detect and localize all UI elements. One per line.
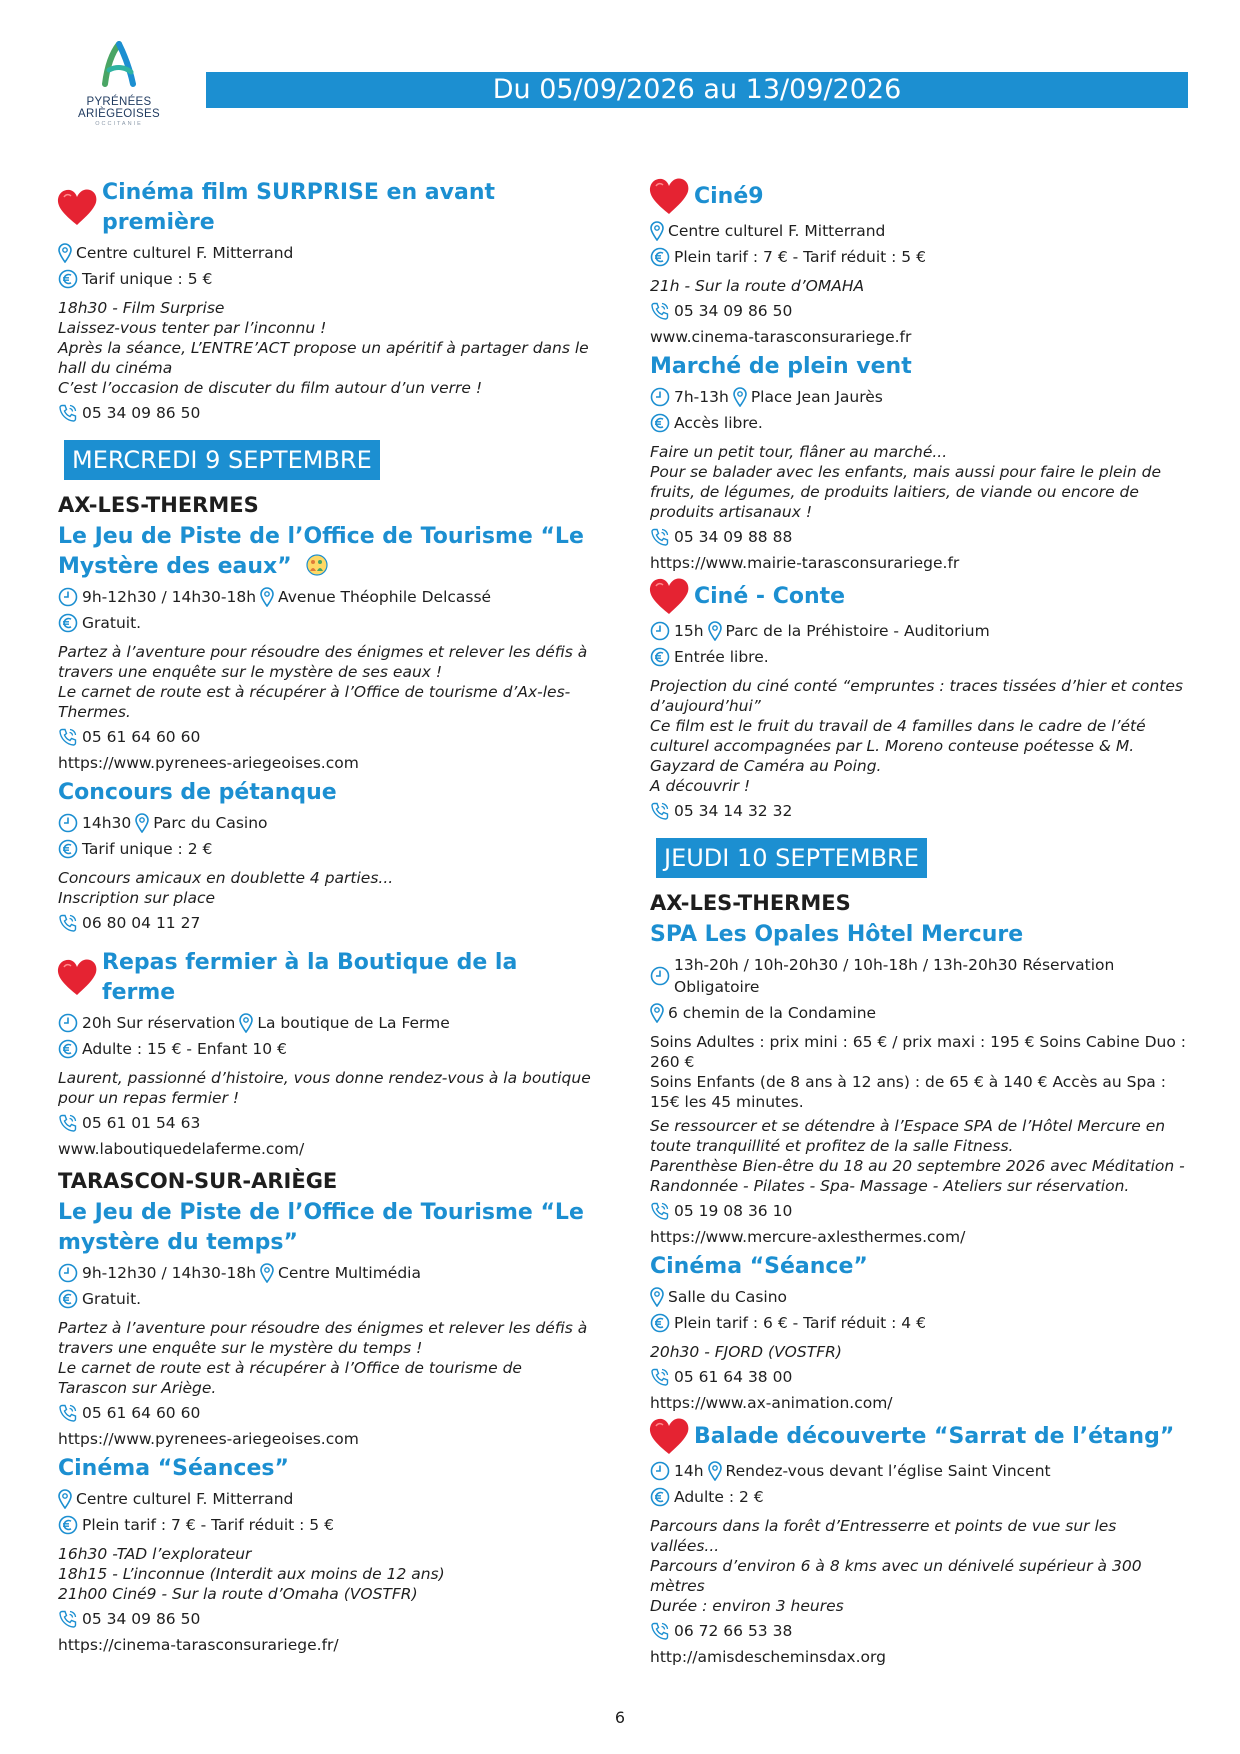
euro-icon xyxy=(650,413,670,433)
event-website[interactable]: www.cinema-tarasconsurariege.fr xyxy=(650,328,912,346)
euro-icon xyxy=(650,247,670,267)
event-time: 13h-20h / 10h-20h30 / 10h-18h / 13h-20h30 Réservation Obligatoire xyxy=(674,956,1115,996)
event-price: Tarif unique : 5 € xyxy=(82,270,213,288)
event-cinema-surprise xyxy=(58,178,594,424)
event-description xyxy=(58,1068,594,1108)
event-website[interactable]: https://www.ax-animation.com/ xyxy=(650,1394,893,1412)
event-time: 9h-12h30 / 14h30-18h xyxy=(82,588,257,606)
event-description xyxy=(650,442,1190,522)
event-place: Parc de la Préhistoire - Auditorium xyxy=(725,622,990,640)
event-title: Cinéma “Séance” xyxy=(650,1254,868,1279)
event-phone[interactable]: 05 34 14 32 32 xyxy=(674,802,793,820)
euro-icon xyxy=(58,1289,78,1309)
clock-icon xyxy=(650,387,670,407)
desc-line: 21h - Sur la route d’OMAHA xyxy=(650,277,865,295)
location-pin-icon xyxy=(733,387,747,407)
heart-icon xyxy=(56,189,98,227)
town-heading: AX-LES-THERMES xyxy=(58,493,259,517)
event-description xyxy=(58,298,594,398)
event-title: Cinéma “Séances” xyxy=(58,1456,289,1481)
desc-line: Inscription sur place xyxy=(58,889,216,907)
event-price: Gratuit. xyxy=(82,1290,142,1308)
desc-line: Projection du ciné conté “empruntes : traces tissées d’hier et contes d’aujourd’hui” xyxy=(650,677,1183,715)
phone-icon xyxy=(58,1609,78,1629)
euro-icon xyxy=(650,1313,670,1333)
phone-icon xyxy=(650,801,670,821)
event-time: 15h xyxy=(674,622,704,640)
event-description xyxy=(58,868,594,908)
event-place: Centre Multimédia xyxy=(278,1264,421,1282)
phone-icon xyxy=(650,301,670,321)
event-petanque xyxy=(58,778,594,934)
heart-icon xyxy=(648,178,690,216)
event-place: 6 chemin de la Condamine xyxy=(668,1004,877,1022)
phone-icon xyxy=(650,1621,670,1641)
event-title: Balade découverte “Sarrat de l’étang” xyxy=(694,1424,1175,1449)
event-description xyxy=(650,1342,1190,1362)
clock-icon xyxy=(650,1461,670,1481)
event-title: Ciné - Conte xyxy=(694,584,846,609)
phone-icon xyxy=(650,1201,670,1221)
event-price: Plein tarif : 7 € - Tarif réduit : 5 € xyxy=(82,1516,334,1534)
logo-line-3: OCCITANIE xyxy=(95,121,143,127)
heart-icon xyxy=(648,1418,690,1456)
logo-line-1: PYRÉNÉES xyxy=(86,96,152,108)
clock-icon xyxy=(58,813,78,833)
desc-line: 21h00 Ciné9 - Sur la route d’Omaha (VOSTFR) xyxy=(58,1585,418,1603)
event-cine9 xyxy=(650,178,1190,348)
desc-line: Durée : environ 3 heures xyxy=(650,1597,844,1615)
event-website[interactable]: https://www.pyrenees-ariegeoises.com xyxy=(58,1430,359,1448)
event-phone[interactable]: 05 61 64 38 00 xyxy=(674,1368,793,1386)
event-description xyxy=(650,1116,1190,1196)
event-description xyxy=(650,1516,1190,1616)
location-pin-icon xyxy=(58,1489,72,1509)
event-balade-sarrat xyxy=(650,1418,1190,1668)
phone-icon xyxy=(58,1113,78,1133)
euro-icon xyxy=(58,1515,78,1535)
event-title: Cinéma film SURPRISE en avant première xyxy=(102,180,496,235)
event-spa-opales xyxy=(650,920,1190,1248)
event-place: Rendez-vous devant l’église Saint Vincent xyxy=(725,1462,1051,1480)
event-phone[interactable]: 05 61 64 60 60 xyxy=(82,728,201,746)
clock-icon xyxy=(650,621,670,641)
event-phone[interactable]: 05 34 09 86 50 xyxy=(82,1610,201,1628)
desc-line: 18h15 - L’inconnue (Interdit aux moins de 12 ans) xyxy=(58,1565,445,1583)
heart-icon xyxy=(56,959,98,997)
euro-icon xyxy=(650,647,670,667)
location-pin-icon xyxy=(708,621,722,641)
price-line: Soins Adultes : prix mini : 65 € / prix maxi : 195 € Soins Cabine Duo : 260 € xyxy=(650,1033,1187,1071)
event-website[interactable]: https://www.pyrenees-ariegeoises.com xyxy=(58,754,359,772)
event-website[interactable]: www.laboutiquedelaferme.com/ xyxy=(58,1140,305,1158)
event-time: 14h xyxy=(674,1462,704,1480)
event-title: Le Jeu de Piste de l’Office de Tourisme “Le mystère du temps” xyxy=(58,1200,584,1255)
event-time: 9h-12h30 / 14h30-18h xyxy=(82,1264,257,1282)
event-place: Centre culturel F. Mitterrand xyxy=(76,244,294,262)
phone-icon xyxy=(650,527,670,547)
event-phone[interactable]: 06 72 66 53 38 xyxy=(674,1622,793,1640)
logo-line-2: ARIÈGEOISES xyxy=(78,108,160,120)
event-title: Ciné9 xyxy=(694,184,764,209)
event-description xyxy=(650,676,1190,796)
event-title: SPA Les Opales Hôtel Mercure xyxy=(650,922,1024,947)
phone-icon xyxy=(650,1367,670,1387)
town-heading: TARASCON-SUR-ARIÈGE xyxy=(58,1169,338,1193)
desc-line: Parcours d’environ 6 à 8 kms avec un dénivelé supérieur à 300 mètres xyxy=(650,1557,1142,1595)
euro-icon xyxy=(58,269,78,289)
location-pin-icon xyxy=(650,221,664,241)
desc-line: Après la séance, L’ENTRE’ACT propose un apéritif à partager dans le hall du cinéma xyxy=(58,339,589,377)
event-price: Plein tarif : 7 € - Tarif réduit : 5 € xyxy=(674,248,926,266)
phone-icon xyxy=(58,727,78,747)
desc-line: 18h30 - Film Surprise xyxy=(58,299,225,317)
event-website[interactable]: https://www.mercure-axlesthermes.com/ xyxy=(650,1228,966,1246)
event-time: 20h Sur réservation xyxy=(82,1014,236,1032)
event-cinema-seances xyxy=(58,1454,594,1656)
event-price: Tarif unique : 2 € xyxy=(82,840,213,858)
event-description xyxy=(58,1544,594,1604)
desc-line: Faire un petit tour, flâner au marché... xyxy=(650,443,948,461)
event-title: Le Jeu de Piste de l’Office de Tourisme “Le Mystère des eaux” xyxy=(58,524,584,579)
page-number: 6 xyxy=(614,1708,626,1727)
event-title: Marché de plein vent xyxy=(650,354,912,379)
desc-line: Laurent, passionné d’histoire, vous donne rendez-vous à la boutique pour un repas fermier ! xyxy=(58,1069,591,1107)
desc-line: Pour se balader avec les enfants, mais aussi pour faire le plein de fruits, de légumes, de produits laitiers, de viande ou encore de produits artisanaux ! xyxy=(650,463,1161,521)
event-price: Entrée libre. xyxy=(674,648,769,666)
desc-line: 16h30 -TAD l’explorateur xyxy=(58,1545,252,1563)
phone-icon xyxy=(58,913,78,933)
event-description xyxy=(58,1318,594,1398)
location-pin-icon xyxy=(260,587,274,607)
event-place: Place Jean Jaurès xyxy=(750,388,883,406)
euro-icon xyxy=(58,613,78,633)
desc-line: C’est l’occasion de discuter du film autour d’un verre ! xyxy=(58,379,483,397)
event-phone[interactable]: 05 34 09 88 88 xyxy=(674,528,793,546)
event-marche xyxy=(650,352,1190,574)
desc-line: Le carnet de route est à récupérer à l’Office de tourisme d’Ax-les-Thermes. xyxy=(58,683,571,721)
event-title: Concours de pétanque xyxy=(58,780,337,805)
event-place: Centre culturel F. Mitterrand xyxy=(668,222,886,240)
event-cine-conte xyxy=(650,578,1190,822)
desc-line: Parenthèse Bien-être du 18 au 20 septembre 2026 avec Méditation - Randonnée - Pilates - Spa- Massage - Ateliers sur réservation. xyxy=(650,1157,1185,1195)
event-price: Adulte : 15 € - Enfant 10 € xyxy=(82,1040,287,1058)
event-phone[interactable]: 05 34 09 86 50 xyxy=(82,404,201,422)
event-prices xyxy=(650,1032,1190,1112)
event-description xyxy=(58,642,594,722)
event-website[interactable]: https://www.mairie-tarasconsurariege.fr xyxy=(650,554,960,572)
town-heading: AX-LES-THERMES xyxy=(650,891,851,915)
event-jeu-de-piste-temps xyxy=(58,1198,594,1450)
phone-icon xyxy=(58,1403,78,1423)
event-place: Centre culturel F. Mitterrand xyxy=(76,1490,294,1508)
location-pin-icon xyxy=(260,1263,274,1283)
logo-mark-icon xyxy=(97,40,141,92)
location-pin-icon xyxy=(58,243,72,263)
desc-line: Partez à l’aventure pour résoudre des énigmes et relever les défis à travers une enquête sur le mystère de ses eaux ! xyxy=(58,643,588,681)
event-phone[interactable]: 05 19 08 36 10 xyxy=(674,1202,793,1220)
event-jeu-de-piste-eaux xyxy=(58,522,594,774)
location-pin-icon xyxy=(708,1461,722,1481)
right-column xyxy=(650,178,1190,1672)
date-range-banner: Du 05/09/2026 au 13/09/2026 xyxy=(206,72,1188,108)
event-phone[interactable]: 05 34 09 86 50 xyxy=(674,302,793,320)
day-heading-wednesday: MERCREDI 9 SEPTEMBRE xyxy=(64,440,380,480)
price-line: Soins Enfants (de 8 ans à 12 ans) : de 65 € à 140 € Accès au Spa : 15€ les 45 minutes. xyxy=(650,1073,1166,1111)
location-pin-icon xyxy=(239,1013,253,1033)
euro-icon xyxy=(58,839,78,859)
event-repas-fermier xyxy=(58,948,594,1160)
event-phone[interactable]: 06 80 04 11 27 xyxy=(82,914,201,932)
desc-line: Laissez-vous tenter par l’inconnu ! xyxy=(58,319,327,337)
clock-icon xyxy=(58,1263,78,1283)
event-website[interactable]: https://cinema-tarasconsurariege.fr/ xyxy=(58,1636,339,1654)
heart-icon xyxy=(648,578,690,616)
location-pin-icon xyxy=(650,1003,664,1023)
day-heading-thursday: JEUDI 10 SEPTEMBRE xyxy=(656,838,927,878)
event-description xyxy=(650,276,1190,296)
event-time: 7h-13h xyxy=(674,388,729,406)
event-price: Adulte : 2 € xyxy=(674,1488,764,1506)
desc-line: Le carnet de route est à récupérer à l’Office de tourisme de Tarascon sur Ariège. xyxy=(58,1359,522,1397)
event-phone[interactable]: 05 61 01 54 63 xyxy=(82,1114,201,1132)
euro-icon xyxy=(58,1039,78,1059)
desc-line: Parcours dans la forêt d’Entresserre et points de vue sur les vallées... xyxy=(650,1517,1117,1555)
event-price: Gratuit. xyxy=(82,614,142,632)
event-place: Avenue Théophile Delcassé xyxy=(278,588,492,606)
desc-line: 20h30 - FJORD (VOSTFR) xyxy=(650,1343,842,1361)
family-activity-icon xyxy=(305,554,329,576)
event-time: 14h30 xyxy=(82,814,132,832)
brand-logo xyxy=(64,40,174,136)
event-phone[interactable]: 05 61 64 60 60 xyxy=(82,1404,201,1422)
desc-line: A découvrir ! xyxy=(650,777,751,795)
event-website[interactable]: http://amisdescheminsdax.org xyxy=(650,1648,886,1666)
event-price: Plein tarif : 6 € - Tarif réduit : 4 € xyxy=(674,1314,926,1332)
event-cinema-seance xyxy=(650,1252,1190,1414)
phone-icon xyxy=(58,403,78,423)
clock-icon xyxy=(650,966,670,986)
clock-icon xyxy=(58,587,78,607)
location-pin-icon xyxy=(650,1287,664,1307)
desc-line: Ce film est le fruit du travail de 4 familles dans le cadre de l’été culturel accompagnées par L. Moreno conteuse poétesse & M. Gayzard de Caméra au Poing. xyxy=(650,717,1146,775)
desc-line: Concours amicaux en doublette 4 parties... xyxy=(58,869,394,887)
desc-line: Partez à l’aventure pour résoudre des énigmes et relever les défis à travers une enquête sur le mystère du temps ! xyxy=(58,1319,588,1357)
desc-line: Se ressourcer et se détendre à l’Espace SPA de l’Hôtel Mercure en toute tranquillité et profitez de la salle Fitness. xyxy=(650,1117,1166,1155)
location-pin-icon xyxy=(135,813,149,833)
clock-icon xyxy=(58,1013,78,1033)
event-price: Accès libre. xyxy=(674,414,763,432)
event-place: Salle du Casino xyxy=(668,1288,788,1306)
event-place: Parc du Casino xyxy=(153,814,268,832)
event-place: La boutique de La Ferme xyxy=(257,1014,450,1032)
left-column xyxy=(58,178,594,1660)
event-title: Repas fermier à la Boutique de la ferme xyxy=(102,950,518,1005)
euro-icon xyxy=(650,1487,670,1507)
